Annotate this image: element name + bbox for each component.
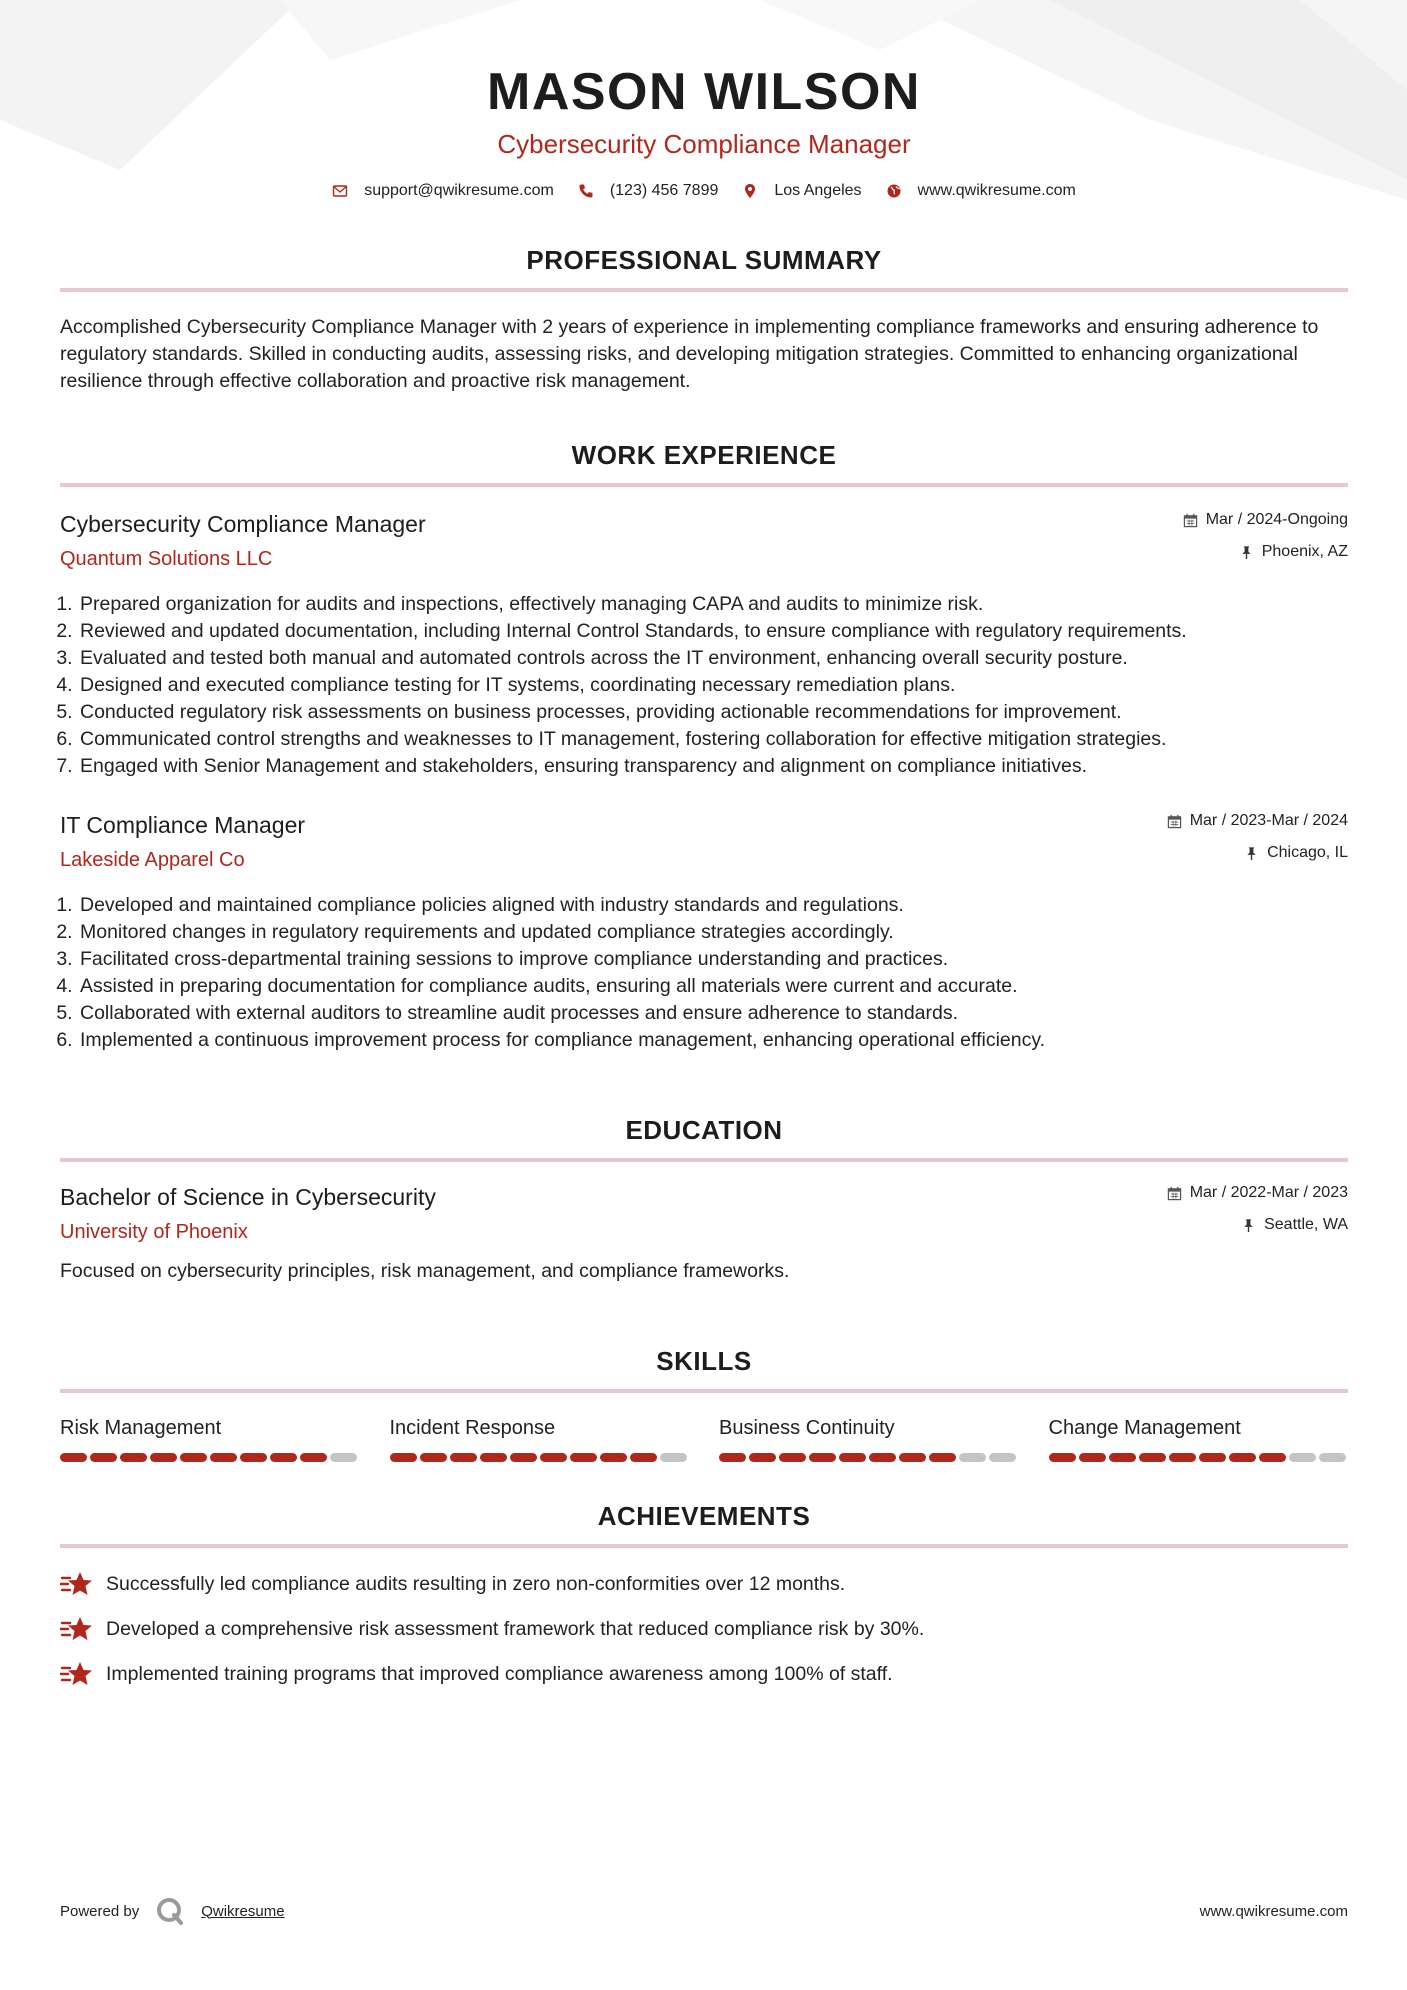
- skill-segment-filled: [390, 1453, 417, 1462]
- achievement-text: Successfully led compliance audits resulting in zero non-conformities over 12 months.: [106, 1572, 846, 1595]
- candidate-name: MASON WILSON: [487, 63, 921, 121]
- brand-link[interactable]: Qwikresume: [201, 1902, 285, 1920]
- pin-icon: [1244, 846, 1259, 861]
- contact-website-text: www.qwikresume.com: [917, 182, 1076, 199]
- candidate-title: Cybersecurity Compliance Manager: [497, 129, 911, 159]
- achievements-divider: [60, 1544, 1348, 1548]
- job-bullet: 3. Facilitated cross-departmental training sessions to improve compliance understanding and practices.: [78, 946, 1348, 973]
- footer-website[interactable]: www.qwikresume.com: [1199, 1902, 1348, 1920]
- skill-segment-filled: [570, 1453, 597, 1462]
- qwikresume-logo-icon: [155, 1896, 185, 1926]
- achievement-item: [60, 1660, 1348, 1688]
- skill-segment-filled: [1109, 1453, 1136, 1462]
- skill-segment-filled: [450, 1453, 477, 1462]
- job-location: [1167, 842, 1348, 864]
- skill-segment-empty: [1289, 1453, 1316, 1462]
- star-badge-icon: [60, 1615, 94, 1643]
- pin-icon: [1241, 1218, 1256, 1233]
- skill-rating-bar: [719, 1453, 1019, 1462]
- contact-email-text: support@qwikresume.com: [364, 182, 554, 199]
- education-location-text: Seattle, WA: [1264, 1216, 1348, 1233]
- job-dates-text: Mar / 2024-Ongoing: [1205, 511, 1348, 528]
- achievement-item: [60, 1615, 1348, 1643]
- skill-segment-filled: [1229, 1453, 1256, 1462]
- contact-email[interactable]: [332, 180, 554, 202]
- skill-name: Business Continuity: [719, 1417, 895, 1439]
- summary-section: [60, 244, 1348, 395]
- contact-website[interactable]: [886, 180, 1076, 202]
- job-entry: [60, 509, 1348, 780]
- skill-segment-filled: [779, 1453, 806, 1462]
- contact-phone-text: (123) 456 7899: [609, 182, 719, 199]
- skill-segment-filled: [899, 1453, 926, 1462]
- powered-by-label: Powered by: [60, 1902, 140, 1920]
- education-divider: [60, 1158, 1348, 1162]
- education-heading: EDUCATION: [625, 1115, 783, 1145]
- job-dates: [1167, 810, 1348, 832]
- phone-icon: [578, 183, 594, 199]
- job-dates: [1183, 509, 1348, 531]
- job-bullet: 4. Assisted in preparing documentation for compliance audits, ensuring all materials were current and accurate.: [78, 973, 1348, 1000]
- contact-bar: [60, 180, 1348, 202]
- skill-segment-filled: [1139, 1453, 1166, 1462]
- school-name: University of Phoenix: [60, 1221, 248, 1243]
- achievement-item: [60, 1570, 1348, 1598]
- skill-name: Change Management: [1048, 1417, 1241, 1439]
- job-bullet: 2. Reviewed and updated documentation, including Internal Control Standards, to ensure compliance with regulatory requirements.: [78, 618, 1348, 645]
- job-location-text: Chicago, IL: [1267, 844, 1348, 861]
- skill-segment-filled: [1259, 1453, 1286, 1462]
- education-section: [60, 1114, 1348, 1285]
- job-bullet: 3. Evaluated and tested both manual and automated controls across the IT environment, enhancing overall security posture.: [78, 645, 1348, 672]
- skills-heading: SKILLS: [656, 1346, 752, 1376]
- experience-divider: [60, 483, 1348, 487]
- achievements-heading: ACHIEVEMENTS: [597, 1501, 811, 1531]
- skill-rating-bar: [390, 1453, 690, 1462]
- contact-phone[interactable]: [578, 180, 719, 202]
- skill-segment-filled: [1169, 1453, 1196, 1462]
- resume-page: [60, 0, 1348, 1705]
- job-bullet: 6. Implemented a continuous improvement process for compliance management, enhancing operational efficiency.: [78, 1027, 1348, 1054]
- job-location-text: Phoenix, AZ: [1261, 543, 1348, 560]
- contact-location: [742, 180, 861, 202]
- job-company: Quantum Solutions LLC: [60, 548, 273, 570]
- achievements-list: [60, 1570, 1348, 1688]
- job-bullet: 1. Prepared organization for audits and inspections, effectively managing CAPA and audits to minimize risk.: [78, 591, 1348, 618]
- education-description: Focused on cybersecurity principles, risk management, and compliance frameworks.: [60, 1260, 790, 1282]
- skill-segment-filled: [270, 1453, 297, 1462]
- skill-segment-filled: [210, 1453, 237, 1462]
- education-dates-text: Mar / 2022-Mar / 2023: [1189, 1184, 1348, 1201]
- skill-name: Risk Management: [60, 1417, 222, 1439]
- skill-segment-filled: [719, 1453, 746, 1462]
- skill-segment-filled: [150, 1453, 177, 1462]
- skill-name: Incident Response: [389, 1417, 556, 1439]
- star-badge-icon: [60, 1660, 94, 1688]
- globe-icon: [886, 183, 902, 199]
- degree-title: Bachelor of Science in Cybersecurity: [60, 1184, 436, 1210]
- skill-segment-filled: [869, 1453, 896, 1462]
- skill-segment-empty: [660, 1453, 687, 1462]
- skills-section: [60, 1345, 1348, 1462]
- job-bullets: [60, 892, 1348, 1054]
- skill-segment-filled: [240, 1453, 267, 1462]
- skill-segment-filled: [839, 1453, 866, 1462]
- skill-item: [1049, 1415, 1349, 1462]
- resume-header: [60, 60, 1348, 202]
- job-dates-text: Mar / 2023-Mar / 2024: [1189, 812, 1348, 829]
- summary-divider: [60, 288, 1348, 292]
- star-badge-icon: [60, 1570, 94, 1598]
- education-location: [1167, 1214, 1348, 1236]
- experience-section: [60, 439, 1348, 1054]
- summary-heading: PROFESSIONAL SUMMARY: [526, 245, 882, 275]
- experience-heading: WORK EXPERIENCE: [571, 440, 837, 470]
- job-bullet: 5. Collaborated with external auditors to streamline audit processes and ensure adherence to standards.: [78, 1000, 1348, 1027]
- skill-item: [719, 1415, 1019, 1462]
- job-title: Cybersecurity Compliance Manager: [60, 511, 426, 537]
- job-bullet: 1. Developed and maintained compliance policies aligned with industry standards and regulations.: [78, 892, 1348, 919]
- powered-by: [60, 1896, 285, 1926]
- job-bullet: 4. Designed and executed compliance testing for IT systems, coordinating necessary remediation plans.: [78, 672, 1348, 699]
- job-bullet: 2. Monitored changes in regulatory requirements and updated compliance strategies accordingly.: [78, 919, 1348, 946]
- job-bullet: 7. Engaged with Senior Management and stakeholders, ensuring transparency and alignment on compliance initiatives.: [78, 753, 1348, 780]
- job-location: [1183, 541, 1348, 563]
- skill-segment-empty: [330, 1453, 357, 1462]
- calendar-icon: [1167, 814, 1182, 829]
- skill-rating-bar: [1049, 1453, 1349, 1462]
- job-entry: [60, 810, 1348, 1054]
- skill-segment-filled: [1199, 1453, 1226, 1462]
- skill-segment-filled: [600, 1453, 627, 1462]
- skills-divider: [60, 1389, 1348, 1393]
- skill-rating-bar: [60, 1453, 360, 1462]
- calendar-icon: [1167, 1186, 1182, 1201]
- map-marker-icon: [742, 183, 758, 199]
- summary-text: Accomplished Cybersecurity Compliance Manager with 2 years of experience in implementing compliance frameworks and ensuring adherence to regulatory standards. Skilled in conducting audits, assessing risks, and developing mitigation strategies. Committed to enhancing organizational resilience through effective collaboration and proactive risk management.: [60, 316, 1319, 392]
- skill-segment-filled: [90, 1453, 117, 1462]
- skill-item: [60, 1415, 360, 1462]
- skill-segment-filled: [749, 1453, 776, 1462]
- job-bullet: 5. Conducted regulatory risk assessments on business processes, providing actionable recommendations for improvement.: [78, 699, 1348, 726]
- skill-segment-empty: [1319, 1453, 1346, 1462]
- contact-location-text: Los Angeles: [774, 182, 862, 199]
- skill-segment-empty: [959, 1453, 986, 1462]
- skill-item: [390, 1415, 690, 1462]
- achievement-text: Implemented training programs that improved compliance awareness among 100% of staff.: [106, 1662, 893, 1685]
- job-bullet: 6. Communicated control strengths and weaknesses to IT management, fostering collaboration for effective mitigation strategies.: [78, 726, 1348, 753]
- job-company: Lakeside Apparel Co: [60, 849, 245, 871]
- skill-segment-empty: [989, 1453, 1016, 1462]
- skill-segment-filled: [120, 1453, 147, 1462]
- page-footer: [60, 1896, 1348, 1926]
- achievement-text: Developed a comprehensive risk assessment framework that reduced compliance risk by 30%.: [106, 1617, 925, 1640]
- skill-segment-filled: [300, 1453, 327, 1462]
- job-title: IT Compliance Manager: [60, 812, 306, 838]
- calendar-icon: [1183, 513, 1198, 528]
- skill-segment-filled: [60, 1453, 87, 1462]
- skill-segment-filled: [480, 1453, 507, 1462]
- education-dates: [1167, 1182, 1348, 1204]
- skill-segment-filled: [510, 1453, 537, 1462]
- envelope-icon: [332, 183, 348, 199]
- skill-segment-filled: [180, 1453, 207, 1462]
- skill-segment-filled: [809, 1453, 836, 1462]
- job-bullets: [60, 591, 1348, 780]
- skills-list: [60, 1415, 1348, 1462]
- skill-segment-filled: [1079, 1453, 1106, 1462]
- skill-segment-filled: [929, 1453, 956, 1462]
- pin-icon: [1239, 545, 1254, 560]
- achievements-section: [60, 1500, 1348, 1688]
- skill-segment-filled: [540, 1453, 567, 1462]
- skill-segment-filled: [630, 1453, 657, 1462]
- skill-segment-filled: [420, 1453, 447, 1462]
- skill-segment-filled: [1049, 1453, 1076, 1462]
